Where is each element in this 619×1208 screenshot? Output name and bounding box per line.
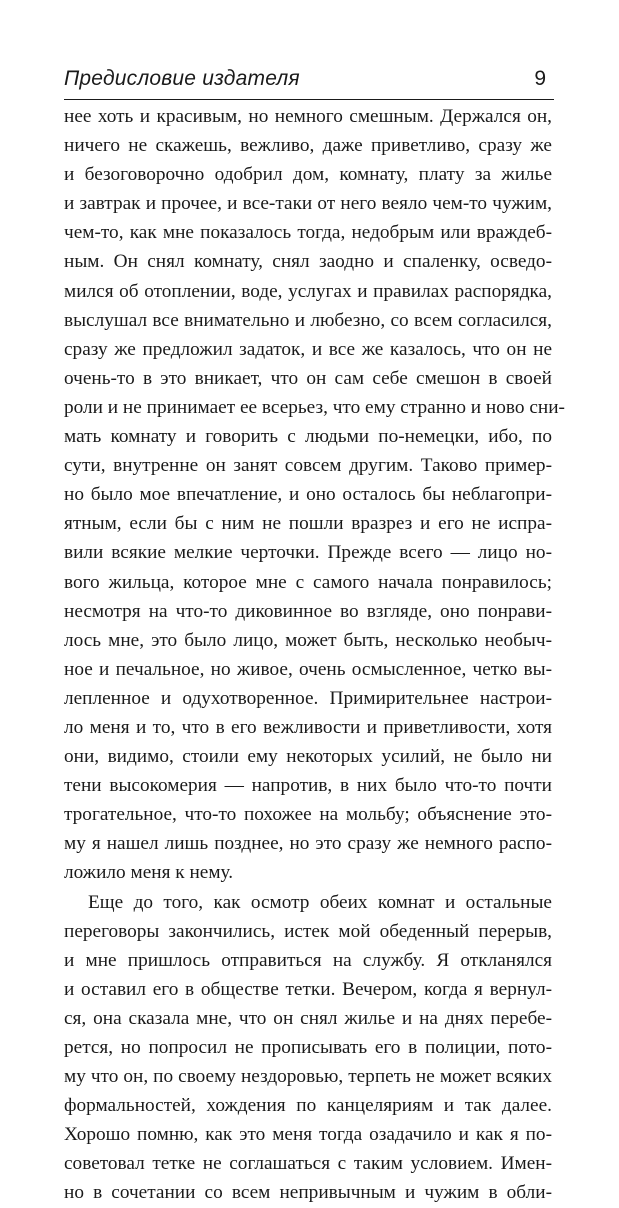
text-line: лепленное и одухотворенное. Примирительнее настрои- (64, 687, 552, 709)
text-line: роли и не принимает ее всерьез, что ему странно и ново сни- (64, 396, 565, 418)
running-head (64, 64, 554, 94)
text-line: ло меня и то, что в его вежливости и приветливости, хотя (64, 716, 552, 738)
text-line: трогательное, что-то похожее на мольбу; объяснение это- (64, 804, 552, 826)
text-line: ным. Он снял комнату, снял заодно и спаленку, осведо- (64, 251, 552, 273)
text-line: советовал тетке не соглашаться с таким условием. Имен- (64, 1153, 552, 1175)
text-line: му что он, по своему нездоровью, терпеть не может всяких (64, 1066, 552, 1088)
text-line: переговоры закончились, истек мой обеденный перерыв, (64, 920, 552, 942)
paragraph-2 (64, 888, 552, 1208)
text-line: му я нашел лишь позднее, но это сразу же немного распо- (64, 833, 552, 855)
paragraph-1 (64, 102, 565, 888)
text-line: формальностей, хождения по канцеляриям и так далее. (64, 1095, 552, 1117)
text-line: но в сочетании со всем непривычным и чужим в обли- (64, 1182, 552, 1204)
text-line: ятным, если бы с ним не пошли вразрез и его не испра- (64, 513, 552, 535)
text-line: чем-то, как мне показалось тогда, недобрым или враждеб- (64, 222, 552, 244)
text-line: Еще до того, как осмотр обеих комнат и остальные (88, 891, 552, 913)
text-line: Хорошо помню, как это меня тогда озадачило и как я по- (64, 1124, 552, 1146)
text-line: нее хоть и красивым, но немного смешным. Держался он, (64, 106, 552, 127)
text-line: и оставил его в обществе тетки. Вечером, когда я вернул- (64, 978, 552, 1000)
text-line: несмотря на что-то диковинное во взгляде, оно понрави- (64, 600, 552, 622)
text-line: сути, внутренне он занят совсем другим. Таково пример- (64, 455, 552, 477)
header-rule (64, 99, 554, 100)
text-line: мать комнату и говорить с людьми по-немецки, ибо, по (64, 426, 552, 448)
body-text (64, 102, 565, 1208)
text-line: но было мое впечатление, и оно осталось бы неблагопри- (64, 484, 552, 506)
text-line: вили всякие мелкие черточки. Прежде всего — лицо но- (64, 542, 552, 564)
text-line: выслушал все внимательно и любезно, со всем согласился, (64, 309, 552, 331)
text-line: они, видимо, стоили ему некоторых усилий, не было ни (64, 746, 552, 768)
text-line: и завтрак и прочее, и все-таки от него веяло чем-то чужим, (64, 193, 552, 215)
text-line: сразу же предложил задаток, и все же казалось, что он не (64, 338, 552, 360)
text-line: ное и печальное, но живое, очень осмысленное, четко вы- (64, 658, 552, 680)
page-number: 9 (534, 67, 546, 90)
text-line: мился об отоплении, воде, услугах и правилах распорядка, (64, 280, 552, 302)
text-line: ся, она сказала мне, что он снял жилье и на днях перебе- (64, 1007, 552, 1029)
text-line: вого жильца, которое мне с самого начала понравилось; (64, 571, 552, 593)
text-line: и мне пришлось отправиться на службу. Я откланялся (64, 949, 552, 971)
running-title: Предисловие издателя (64, 67, 300, 90)
text-line: тени высокомерия — напротив, в них было что-то почти (64, 775, 552, 797)
text-line: ничего не скажешь, вежливо, даже приветливо, сразу же (64, 135, 552, 157)
text-line: очень-то в это вникает, что он сам себе смешон в своей (64, 367, 552, 389)
text-line: и безоговорочно одобрил дом, комнату, плату за жилье (64, 164, 552, 186)
text-line: лось мне, это было лицо, может быть, несколько необыч- (64, 629, 552, 651)
text-line: ложило меня к нему. (64, 862, 234, 884)
text-line: рется, но попросил не прописывать его в полиции, пото- (64, 1037, 552, 1058)
